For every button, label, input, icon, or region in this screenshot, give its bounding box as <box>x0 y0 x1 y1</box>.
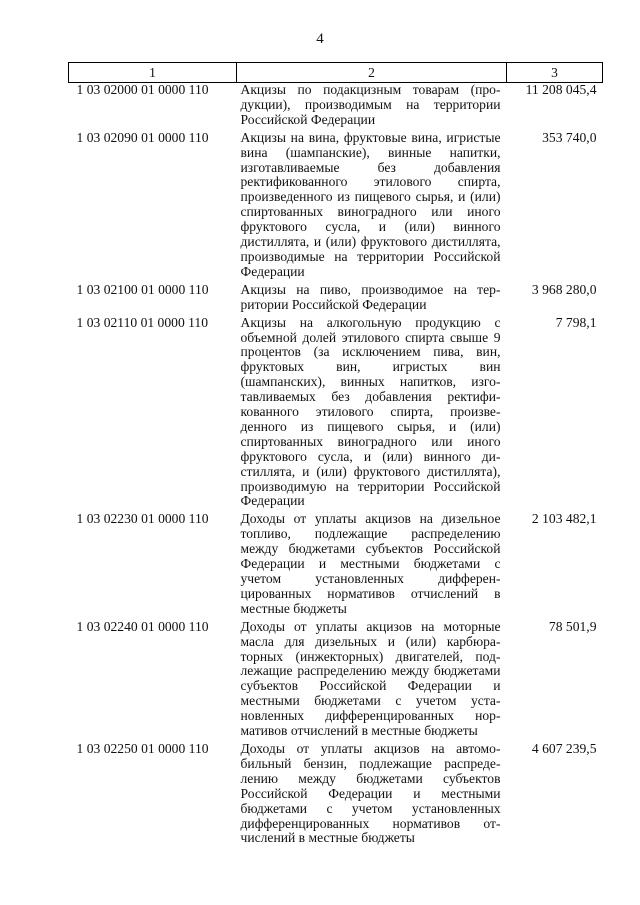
row-amount: 4 607 239,5 <box>531 740 597 756</box>
header-col-code: 1 <box>69 63 237 83</box>
row-amount: 78 501,9 <box>548 618 597 634</box>
row-amount: 353 740,0 <box>542 129 597 145</box>
row-amount: 2 103 482,1 <box>531 511 597 527</box>
page-number: 4 <box>316 31 324 47</box>
row-code: 1 03 02250 01 0000 110 <box>76 740 209 756</box>
budget-table <box>68 62 603 849</box>
row-description: Акцизы на алкогольную продукцию с объемной долей этилового спирта свыше 9 процентов (за исключением пива, вин, фруктовых вин, игристых вин (шампанских), винных напитков, изготавливаемых без добавления ректификованного этилового спирта, произведенного из пищевого сырья, и (или) спиртованных виноградного или иного фруктового сусла, и (или) винного дистиллята, и (или) фруктового дистиллята), производимую на территории Российской Федерации <box>240 314 501 509</box>
header-row <box>69 63 603 83</box>
header-col-description: 2 <box>237 63 507 83</box>
header-col-amount: 3 <box>507 63 603 83</box>
row-code: 1 03 02240 01 0000 110 <box>76 618 209 634</box>
row-description: Акцизы по подакцизным товарам (продукции), производимым на территории Российской Федерации <box>240 82 501 127</box>
row-code: 1 03 02090 01 0000 110 <box>76 129 209 145</box>
table-row <box>69 283 603 316</box>
row-description: Доходы от уплаты акцизов на моторные масла для дизельных и (или) карбюраторных (инжекторных) двигателей, подлежащие распределению между бюджетами субъектов Российской Федерации и местными бюджетами с учетом установленных дифференцированных нормативов отчислений в местные бюджеты <box>240 618 501 739</box>
table-header <box>69 63 603 83</box>
table-row <box>69 316 603 513</box>
row-code: 1 03 02230 01 0000 110 <box>76 511 209 527</box>
table-row <box>69 620 603 742</box>
row-description: Доходы от уплаты акцизов на автомобильный бензин, подлежащие распределению между бюджетами субъектов Российской Федерации и местными бюджетами с учетом установленных дифференцированных нормативов отчислений в местные бюджеты <box>240 740 501 846</box>
row-amount: 3 968 280,0 <box>531 281 597 297</box>
table-row <box>69 512 603 619</box>
table-row <box>69 131 603 283</box>
row-code: 1 03 02110 01 0000 110 <box>76 314 209 330</box>
row-code: 1 03 02000 01 0000 110 <box>76 82 209 97</box>
table-row <box>69 83 603 131</box>
table-body <box>69 83 603 850</box>
table-row <box>69 742 603 849</box>
row-description: Акцизы на вина, фруктовые вина, игристые вина (шампанские), винные напитки, изготавливаемые без добавления ректификованного этилового спирта, произведенного из пищевого сырья, и (или) спиртованных виноградного или иного фруктового сусла, и (или) винного дистиллята, и (или) фруктового дистиллята, производимые на территории Российской Федерации <box>240 129 501 279</box>
row-description: Доходы от уплаты акцизов на дизельное топливо, подлежащие распределению между бюджетами субъектов Российской Федерации и местными бюджетами с учетом установленных дифференцированных нормативов отчислений в местные бюджеты <box>240 511 501 616</box>
row-description: Акцизы на пиво, производимое на территории Российской Федерации <box>240 281 501 312</box>
row-code: 1 03 02100 01 0000 110 <box>76 281 209 297</box>
row-amount: 7 798,1 <box>555 314 597 330</box>
row-amount: 11 208 045,4 <box>525 82 597 97</box>
